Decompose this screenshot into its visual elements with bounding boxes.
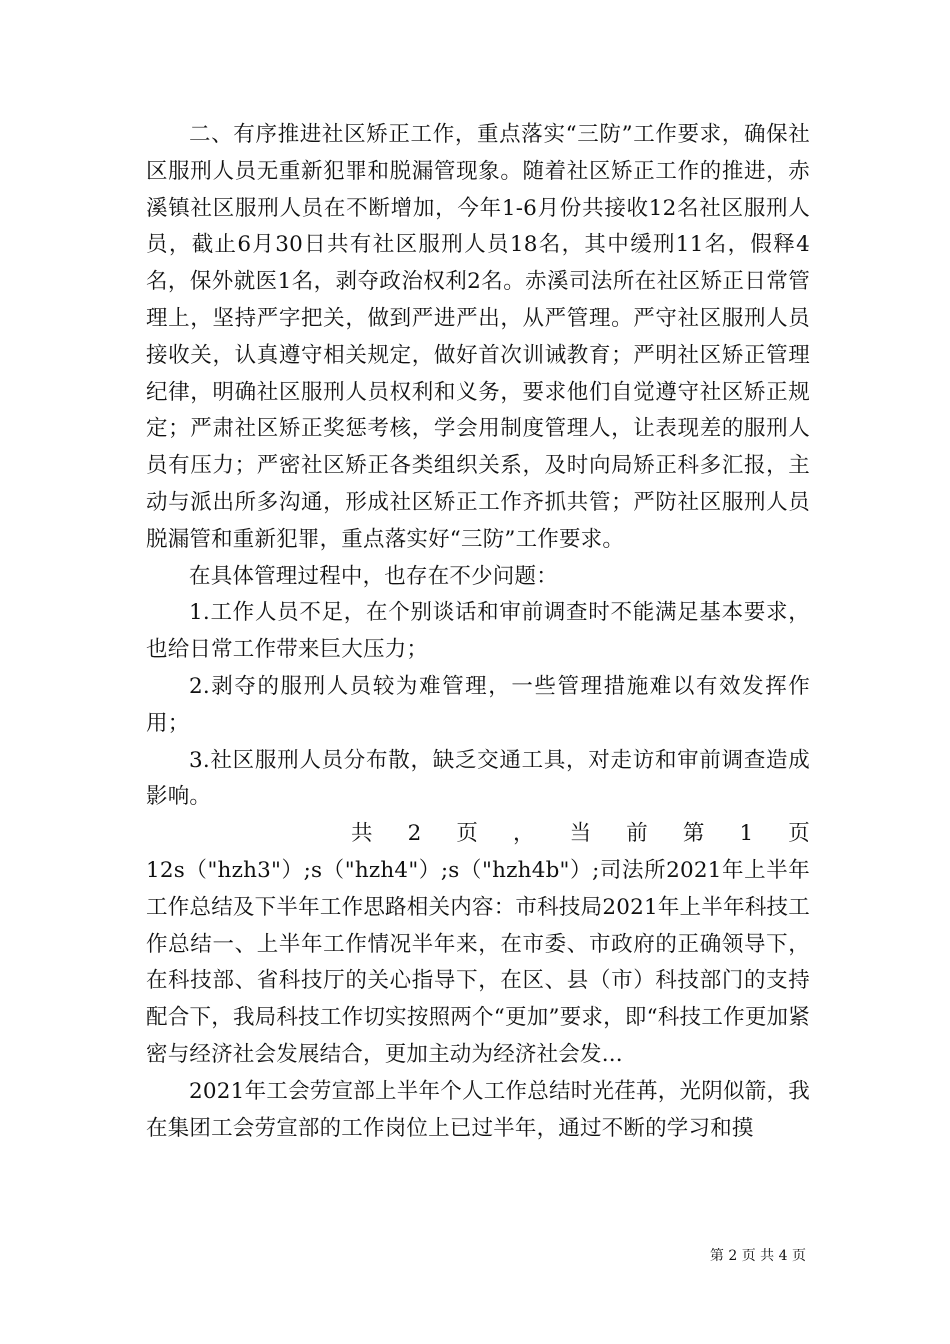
page-marker-char: 当 [569,821,592,847]
page-marker-line [146,816,810,853]
paragraph-community-correction: 二、有序推进社区矫正工作，重点落实“三防”工作要求，确保社区服刑人员无重新犯罪和脱漏管现象。随着社区矫正工作的推进，赤溪镇社区服刑人员在不断增加，今年1-6月份共接收12名社区服刑人员，截止6月30日共有社区服刑人员18名，其中缓刑11名，假释4名，保外就医1名，剥夺政治权利2名。赤溪司法所在社区矫正日常管理上，坚持严字把关，做到严进严出，从严管理。严守社区服刑人员接收关，认真遵守相关规定，做好首次训诫教育；严明社区矫正管理纪律，明确社区服刑人员权利和义务，要求他们自觉遵守社区矫正规定；严肃社区矫正奖惩考核，学会用制度管理人，让表现差的服刑人员有压力；严密社区矫正各类组织关系，及时向局矫正科多汇报，主动与派出所多沟通，形成社区矫正工作齐抓共管；严防社区服刑人员脱漏管和重新犯罪，重点落实好“三防”工作要求。 [146,122,810,552]
paragraph-problem-3: 3.社区服刑人员分布散，缺乏交通工具，对走访和审前调查造成影响。 [146,747,810,810]
page-marker-char: ， [513,821,535,847]
page-marker-char: 2 [407,821,422,847]
paragraph-closing: 2021年工会劳宣部上半年个人工作总结时光荏苒，光阴似箭，我在集团工会劳宣部的工作岗位上已过半年，通过不断的学习和摸 [146,1078,810,1141]
paragraph-problem-1: 1.工作人员不足，在个别谈话和审前调查时不能满足基本要求，也给日常工作带来巨大压力； [146,600,810,663]
paragraph-continuation: 12s（"hzh3"）;s（"hzh4"）;s（"hzh4b"）;司法所2021年上半年工作总结及下半年工作思路相关内容：市科技局2021年上半年科技工作总结一、上半年工作情况半年来，在市委、市政府的正确领导下，在科技部、省科技厅的关心指导下，在区、县（市）科技部门的支持配合下，我局科技工作切实按照两个“更加”要求，即“科技工作更加紧密与经济社会发展结合，更加主动为经济社会发... [146,857,810,1067]
page-marker-char: 页 [456,821,479,847]
paragraph-problems-intro: 在具体管理过程中，也存在不少问题： [189,563,558,589]
paragraph-problem-2: 2.剥夺的服刑人员较为难管理，一些管理措施难以有效发挥作用； [146,673,810,736]
page-marker-char: 前 [626,821,648,847]
page-marker-char: 页 [788,821,810,847]
page-marker-char: 1 [739,821,754,847]
page-marker-char: 第 [682,821,705,847]
page-footer: 第 2 页 共 4 页 [709,1248,806,1264]
body-text [146,117,810,1147]
page-marker-char: 共 [351,821,373,847]
